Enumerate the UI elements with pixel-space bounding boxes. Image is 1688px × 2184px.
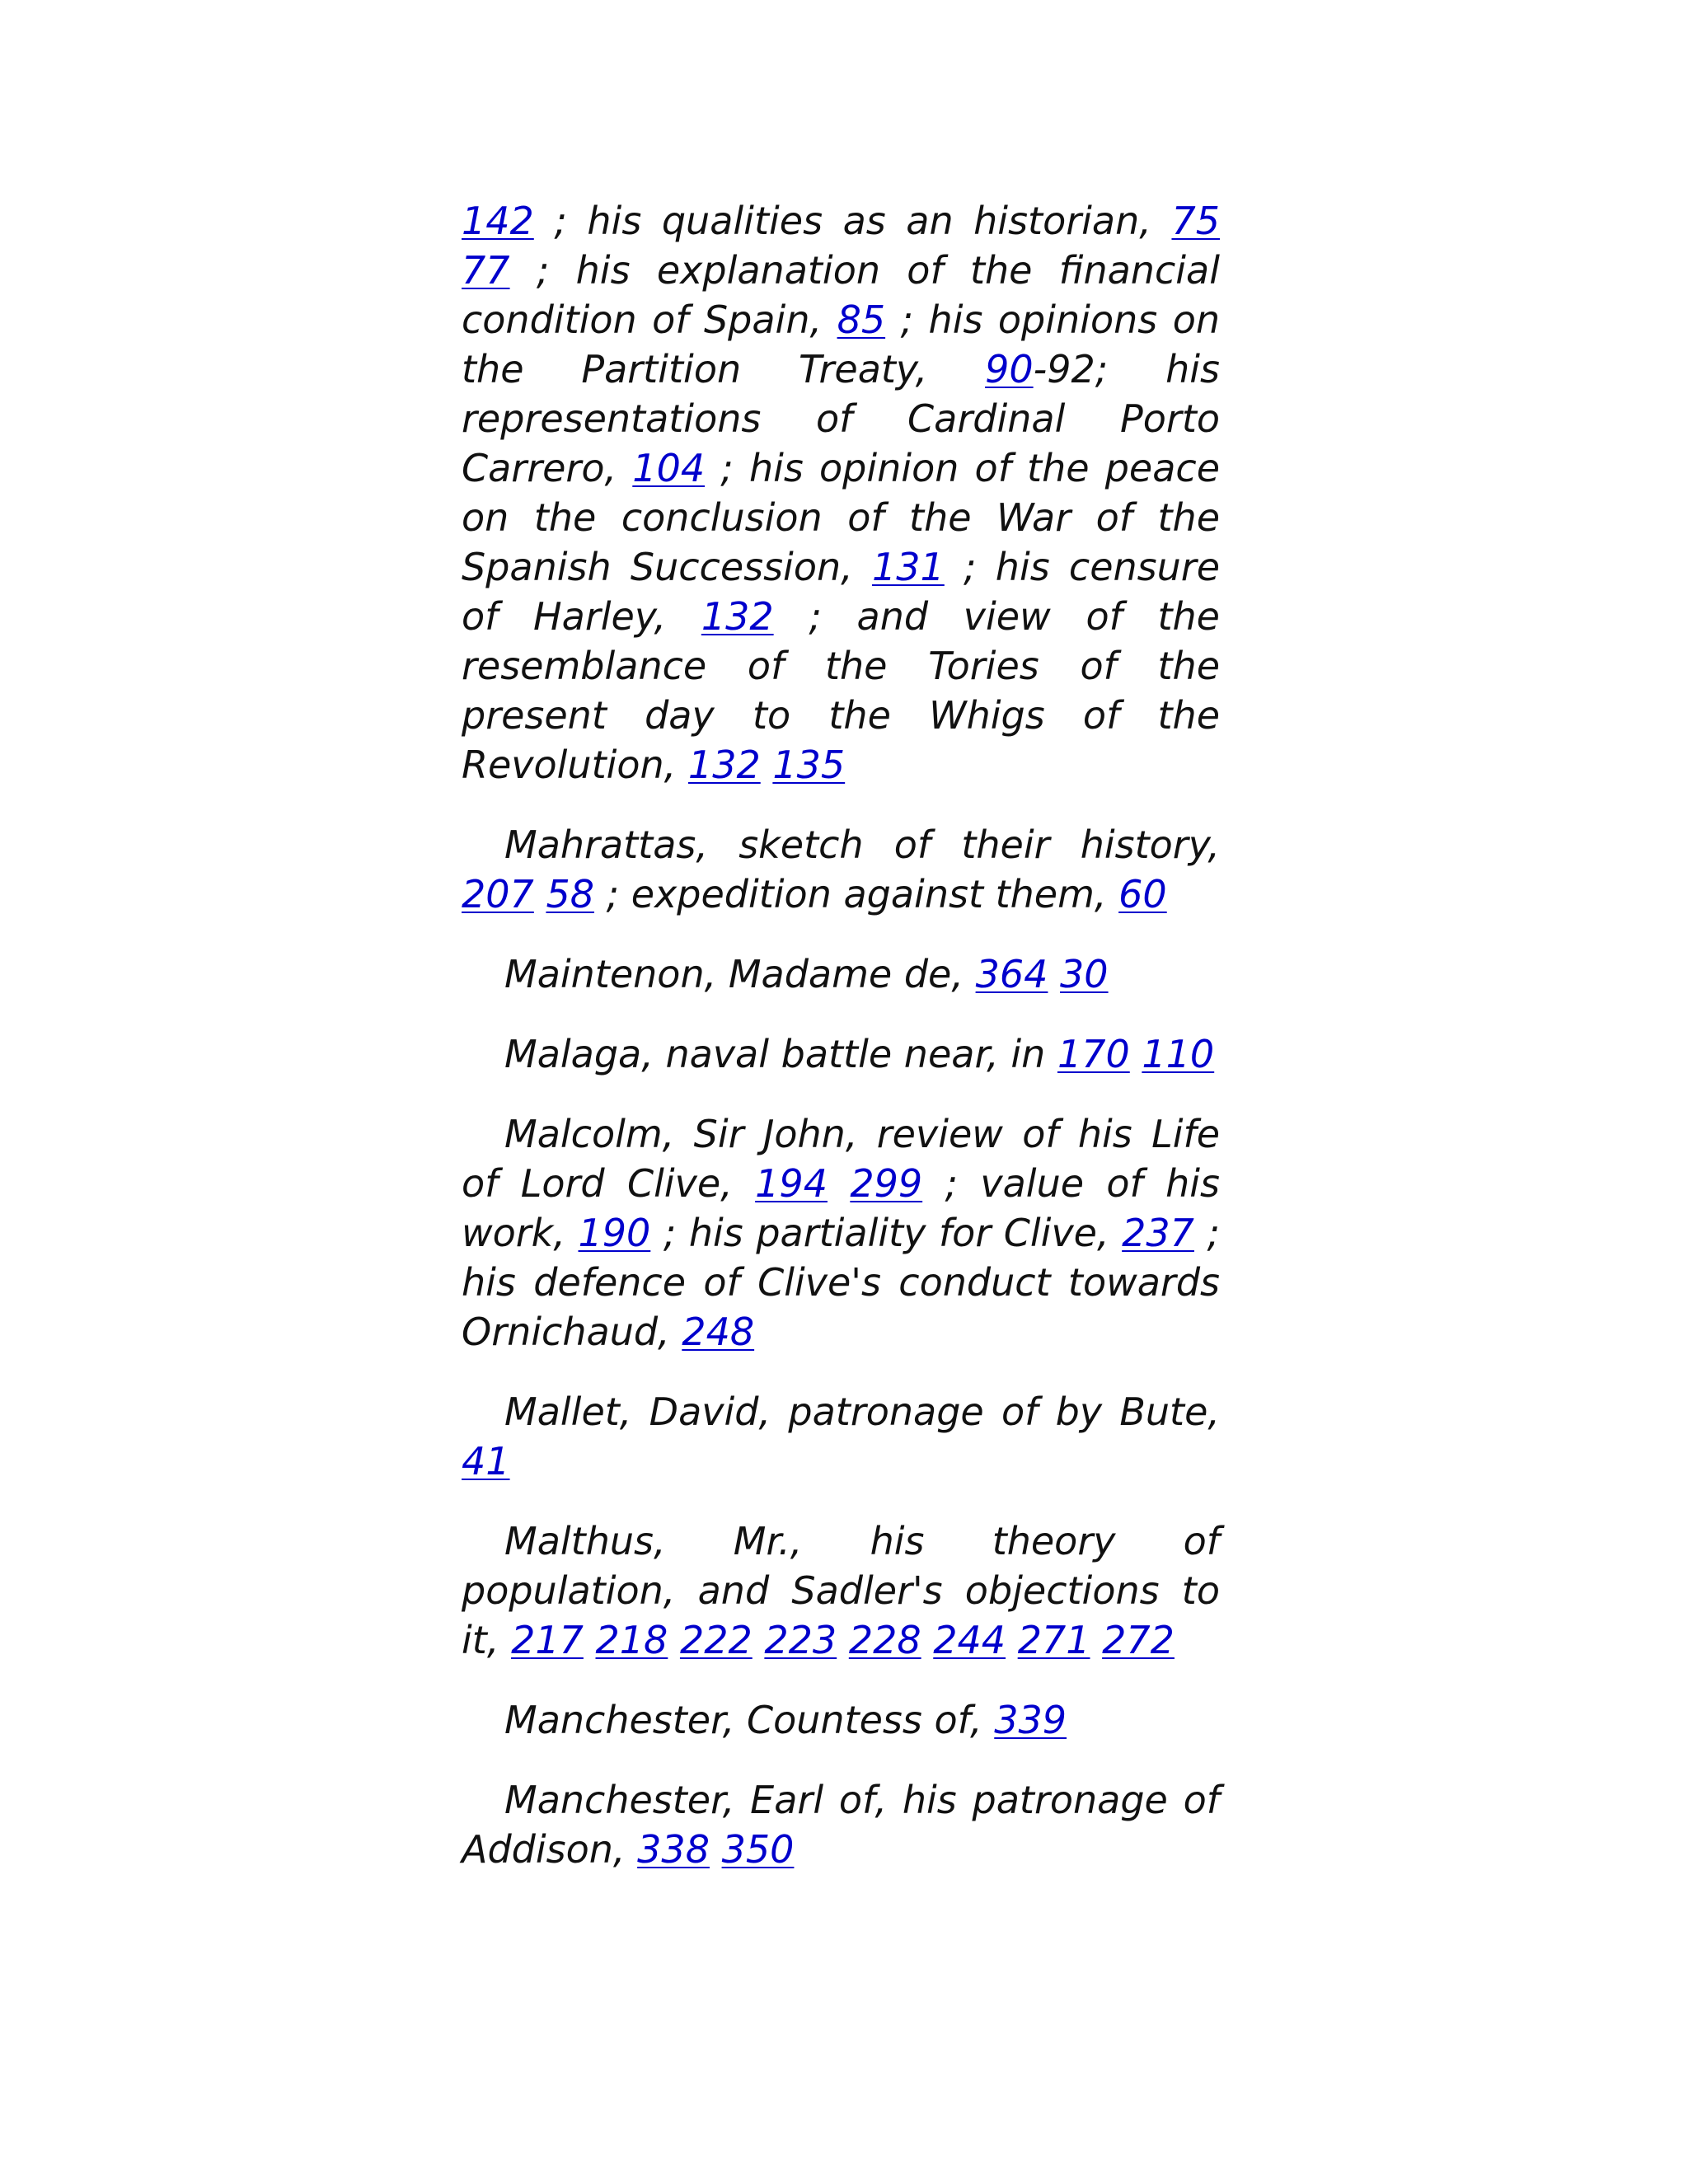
entry-text xyxy=(837,1618,849,1662)
entry-text xyxy=(753,1618,765,1662)
page-reference-link[interactable]: 58 xyxy=(546,872,594,916)
page-reference-link[interactable]: 237 xyxy=(1122,1211,1194,1255)
entry-text: ; his opinion of the peace on the conclusion of the War of the Spanish Succession, xyxy=(462,446,1220,589)
page-reference-link[interactable]: 299 xyxy=(850,1161,923,1206)
page-reference-link[interactable]: 194 xyxy=(755,1161,828,1206)
page-reference-link[interactable]: 110 xyxy=(1142,1032,1215,1076)
entry-text xyxy=(534,872,546,916)
index-entry xyxy=(462,1109,1220,1357)
index-entry xyxy=(462,1775,1220,1874)
entry-text xyxy=(1130,1032,1142,1076)
entry-text xyxy=(668,1618,680,1662)
entry-text xyxy=(921,1618,934,1662)
page-reference-link[interactable]: 244 xyxy=(933,1618,1006,1662)
entry-text xyxy=(584,1618,596,1662)
page-reference-link[interactable]: 218 xyxy=(595,1618,668,1662)
entry-text: Mallet, David, patronage of by Bute, xyxy=(504,1390,1220,1434)
page-reference-link[interactable]: 364 xyxy=(975,952,1048,996)
entry-text: ; and view of the resemblance of the Tories of the present day to the Whigs of the Revolution, xyxy=(462,594,1220,787)
page-reference-link[interactable]: 41 xyxy=(462,1439,510,1483)
index-page xyxy=(462,196,1220,1905)
entry-text xyxy=(1006,1618,1018,1662)
entry-text: Manchester, Earl of, his patronage of Addison, xyxy=(462,1778,1220,1872)
page-reference-link[interactable]: 90 xyxy=(985,347,1034,391)
page-reference-link[interactable]: 338 xyxy=(637,1827,710,1872)
entry-text: ; his partiality for Clive, xyxy=(650,1211,1123,1255)
entry-text: ; his qualities as an historian, xyxy=(533,199,1172,243)
index-entry xyxy=(462,1029,1220,1079)
index-entry xyxy=(462,1387,1220,1486)
page-reference-link[interactable]: 272 xyxy=(1102,1618,1175,1662)
page-reference-link[interactable]: 142 xyxy=(462,199,534,243)
entry-text: Malcolm, Sir John, review of his Life of Lord Clive, xyxy=(462,1112,1220,1206)
page-reference-link[interactable]: 135 xyxy=(772,743,846,787)
page-reference-link[interactable]: 60 xyxy=(1118,872,1167,916)
page-reference-link[interactable]: 207 xyxy=(462,872,534,916)
page-reference-link[interactable]: 77 xyxy=(462,248,510,293)
entry-text: Manchester, Countess of, xyxy=(504,1698,995,1742)
page-reference-link[interactable]: 75 xyxy=(1171,199,1220,243)
entry-text: Maintenon, Madame de, xyxy=(504,952,976,996)
entry-text: ; value of his work, xyxy=(462,1161,1221,1255)
page-reference-link[interactable]: 132 xyxy=(687,743,761,787)
page-reference-link[interactable]: 222 xyxy=(679,1618,753,1662)
page-reference-link[interactable]: 170 xyxy=(1057,1032,1130,1076)
page-reference-link[interactable]: 85 xyxy=(837,298,886,342)
page-reference-link[interactable]: 30 xyxy=(1060,952,1109,996)
index-entry xyxy=(462,820,1220,919)
page-reference-link[interactable]: 104 xyxy=(632,446,706,490)
entry-text: ; his opinions on the Partition Treaty, xyxy=(462,298,1220,391)
page-reference-link[interactable]: 339 xyxy=(994,1698,1067,1742)
entry-text: ; his censure of Harley, xyxy=(462,545,1221,639)
page-reference-link[interactable]: 223 xyxy=(764,1618,837,1662)
index-entry xyxy=(462,1516,1220,1665)
index-entry xyxy=(462,196,1220,790)
entry-text: ; his explanation of the financial condition of Spain, xyxy=(462,248,1220,342)
entry-text xyxy=(828,1161,850,1206)
entry-text xyxy=(761,743,773,787)
entry-text: Malaga, naval battle near, in xyxy=(504,1032,1057,1076)
page-reference-link[interactable]: 248 xyxy=(682,1310,755,1354)
page-reference-link[interactable]: 217 xyxy=(511,1618,584,1662)
page-reference-link[interactable]: 350 xyxy=(721,1827,795,1872)
index-entry xyxy=(462,1695,1220,1745)
entry-text xyxy=(1048,952,1060,996)
entry-text: ; expedition against them, xyxy=(593,872,1119,916)
page-reference-link[interactable]: 190 xyxy=(578,1211,651,1255)
entry-text: -92; his representations of Cardinal Porto Carrero, xyxy=(462,347,1220,490)
page-reference-link[interactable]: 228 xyxy=(848,1618,921,1662)
page-reference-link[interactable]: 131 xyxy=(872,545,945,589)
entry-text xyxy=(1090,1618,1103,1662)
entry-text xyxy=(710,1827,722,1872)
entry-text: ; his defence of Clive's conduct towards Ornichaud, xyxy=(462,1211,1220,1354)
entry-text: Malthus, Mr., his theory of population, and Sadler's objections to it, xyxy=(462,1519,1220,1662)
entry-text: Mahrattas, sketch of their history, xyxy=(504,823,1220,867)
page-reference-link[interactable]: 132 xyxy=(701,594,774,639)
index-entry xyxy=(462,949,1220,999)
page-reference-link[interactable]: 271 xyxy=(1017,1618,1090,1662)
